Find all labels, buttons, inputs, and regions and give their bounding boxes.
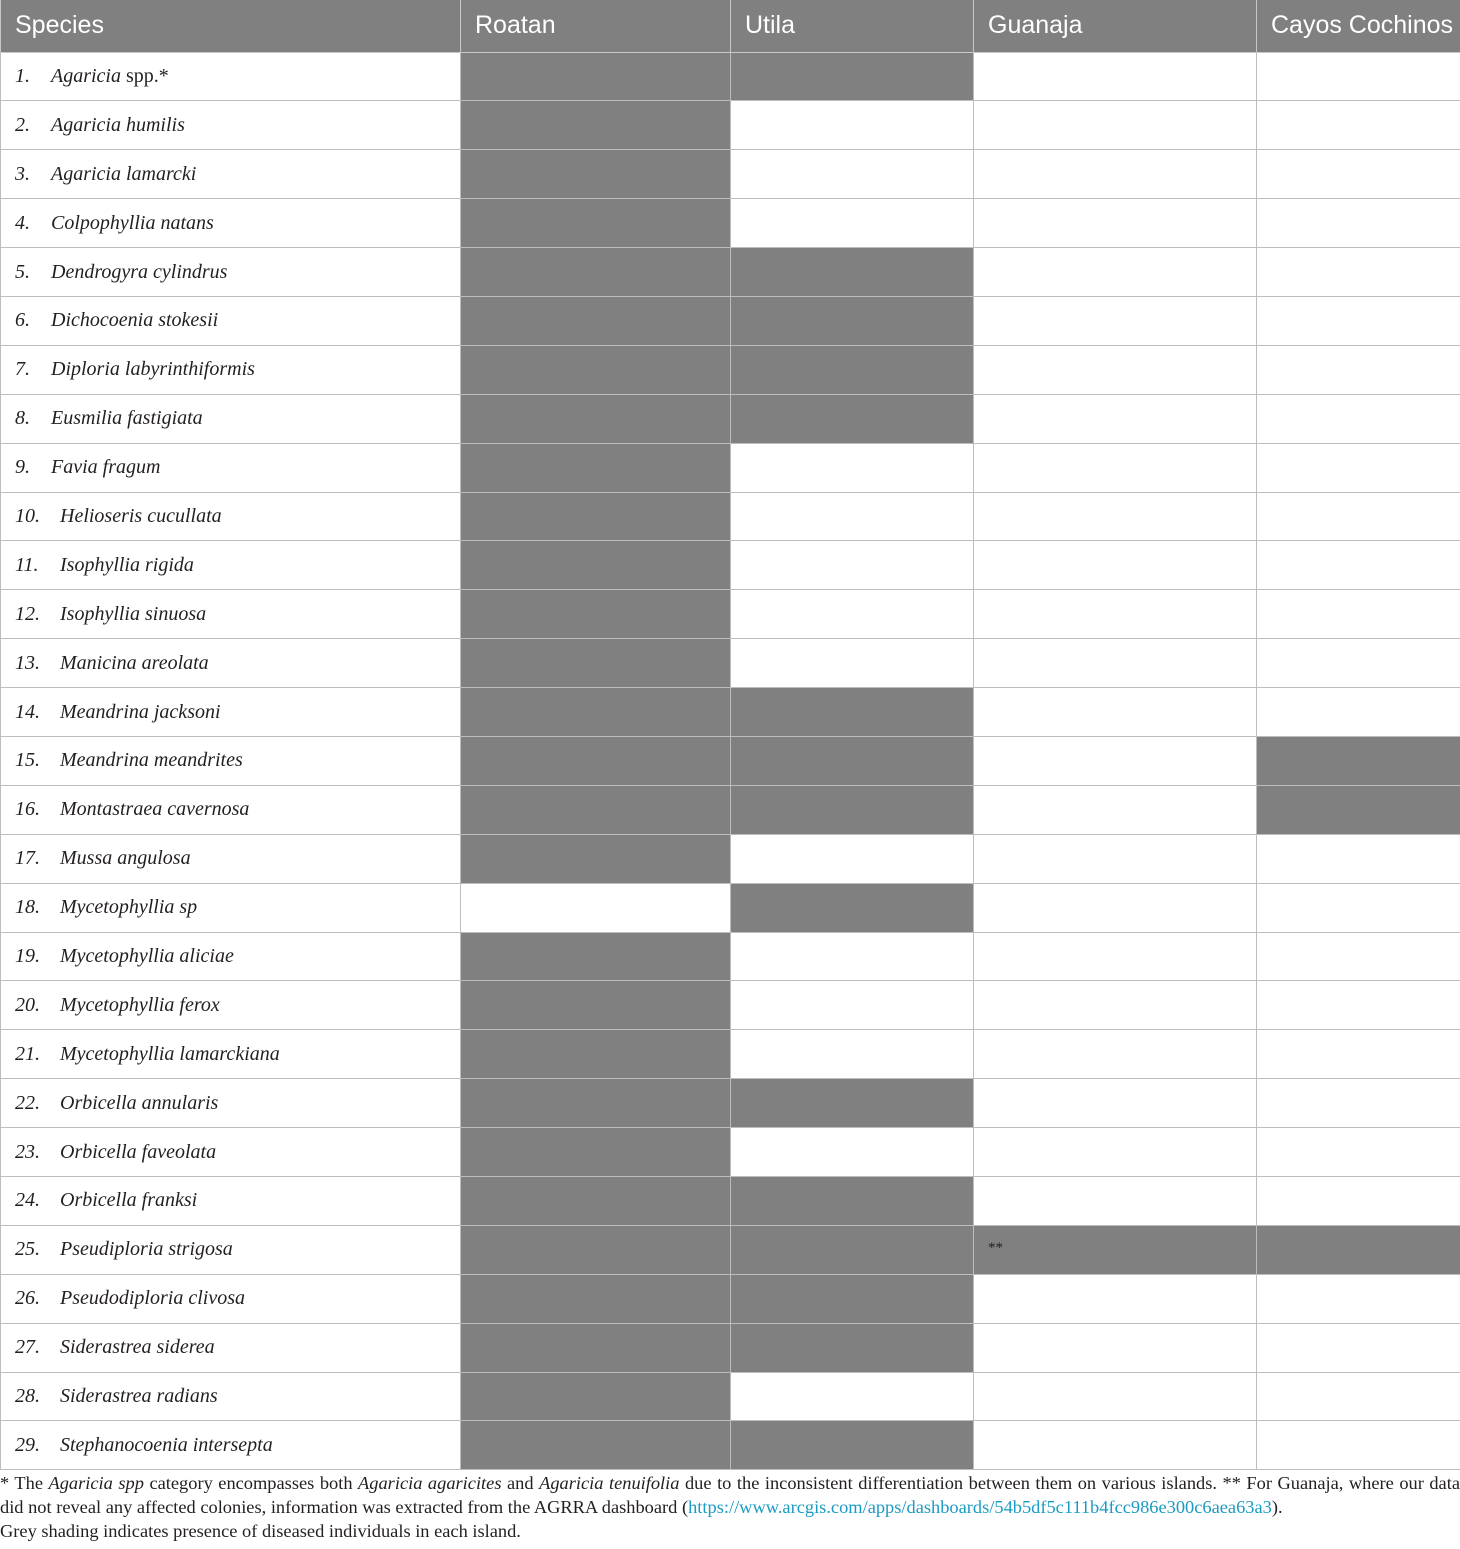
presence-cell-cayos-cochinos (1257, 1128, 1460, 1177)
presence-cell-guanaja (974, 639, 1257, 688)
presence-cell-cayos-cochinos (1257, 736, 1460, 785)
presence-cell-guanaja (974, 1030, 1257, 1079)
species-name: Siderastrea siderea (60, 1336, 215, 1359)
species-name: Pseudodiploria clivosa (60, 1287, 245, 1310)
presence-cell-cayos-cochinos (1257, 541, 1460, 590)
table-row (1, 1176, 1460, 1225)
species-cell (1, 834, 461, 883)
presence-cell-roatan (461, 52, 731, 101)
presence-cell-guanaja (974, 345, 1257, 394)
species-cell (1, 443, 461, 492)
species-name: Montastraea cavernosa (60, 798, 250, 821)
table-row (1, 639, 1460, 688)
table-row (1, 248, 1460, 297)
species-number: 20. (15, 993, 40, 1016)
presence-cell-guanaja (974, 1079, 1257, 1128)
presence-cell-roatan (461, 688, 731, 737)
footnote-italic: Agaricia spp (48, 1473, 144, 1493)
presence-cell-cayos-cochinos (1257, 248, 1460, 297)
presence-cell-utila (731, 1274, 974, 1323)
presence-cell-guanaja (974, 883, 1257, 932)
species-name: Agaricia lamarcki (51, 162, 197, 185)
presence-cell-guanaja (974, 248, 1257, 297)
header-species: Species (1, 0, 461, 52)
presence-cell-guanaja (974, 296, 1257, 345)
presence-cell-roatan (461, 1323, 731, 1372)
presence-cell-cayos-cochinos (1257, 345, 1460, 394)
presence-cell-utila (731, 443, 974, 492)
presence-cell-roatan (461, 883, 731, 932)
presence-cell-cayos-cochinos (1257, 296, 1460, 345)
species-number: 12. (15, 602, 40, 625)
presence-cell-guanaja (974, 492, 1257, 541)
species-number: 4. (15, 211, 30, 234)
presence-cell-cayos-cochinos (1257, 785, 1460, 834)
presence-cell-guanaja (974, 1225, 1257, 1274)
presence-cell-utila (731, 541, 974, 590)
header-guanaja: Guanaja (974, 0, 1257, 52)
presence-cell-cayos-cochinos (1257, 1372, 1460, 1421)
presence-cell-guanaja (974, 52, 1257, 101)
presence-cell-guanaja (974, 736, 1257, 785)
species-number: 22. (15, 1091, 40, 1114)
presence-cell-guanaja (974, 1176, 1257, 1225)
table-row (1, 1128, 1460, 1177)
species-name: Dendrogyra cylindrus (51, 260, 228, 283)
presence-cell-cayos-cochinos (1257, 1225, 1460, 1274)
species-cell (1, 541, 461, 590)
presence-cell-roatan (461, 296, 731, 345)
species-cell (1, 932, 461, 981)
presence-cell-guanaja (974, 981, 1257, 1030)
presence-cell-roatan (461, 932, 731, 981)
presence-cell-roatan (461, 1030, 731, 1079)
table-footnote (0, 1471, 1460, 1543)
agrra-dashboard-link[interactable]: https://www.arcgis.com/apps/dashboards/54b5df5c111b4fcc986e300c6aea63a3 (688, 1497, 1272, 1517)
table-row (1, 1225, 1460, 1274)
presence-cell-guanaja (974, 785, 1257, 834)
species-name: Diploria labyrinthiformis (51, 358, 255, 381)
species-number: 16. (15, 798, 40, 821)
species-number: 9. (15, 456, 30, 479)
table-row (1, 394, 1460, 443)
species-cell (1, 1274, 461, 1323)
species-name: Meandrina meandrites (60, 749, 243, 772)
table-row (1, 296, 1460, 345)
species-number: 23. (15, 1140, 40, 1163)
table-row (1, 590, 1460, 639)
species-name: Mycetophyllia lamarckiana (60, 1042, 280, 1065)
species-number: 28. (15, 1384, 40, 1407)
presence-cell-cayos-cochinos (1257, 1421, 1460, 1470)
footnote-text: category encompasses both (143, 1473, 359, 1493)
table-row (1, 883, 1460, 932)
species-cell (1, 981, 461, 1030)
presence-cell-roatan (461, 1079, 731, 1128)
species-cell (1, 785, 461, 834)
presence-cell-utila (731, 1323, 974, 1372)
species-number: 19. (15, 944, 40, 967)
presence-cell-cayos-cochinos (1257, 199, 1460, 248)
presence-cell-roatan (461, 639, 731, 688)
table-header-row (1, 0, 1460, 52)
table-row (1, 101, 1460, 150)
table-row (1, 52, 1460, 101)
species-name: Pseudiploria strigosa (60, 1238, 233, 1261)
presence-cell-roatan (461, 150, 731, 199)
presence-cell-cayos-cochinos (1257, 394, 1460, 443)
species-number: 25. (15, 1238, 40, 1261)
presence-cell-cayos-cochinos (1257, 834, 1460, 883)
species-number: 29. (15, 1433, 40, 1456)
presence-cell-utila (731, 590, 974, 639)
species-number: 11. (15, 553, 39, 576)
table-row (1, 785, 1460, 834)
presence-cell-cayos-cochinos (1257, 1079, 1460, 1128)
presence-cell-utila (731, 248, 974, 297)
footnote-italic: Agaricia tenuifolia (539, 1473, 680, 1493)
footnote-text: * The (0, 1473, 49, 1493)
species-name: Mussa angulosa (60, 847, 191, 870)
species-cell (1, 1225, 461, 1274)
table-row (1, 150, 1460, 199)
species-name: Favia fragum (51, 456, 161, 479)
presence-cell-roatan (461, 345, 731, 394)
species-name: Mycetophyllia ferox (60, 993, 220, 1016)
presence-cell-cayos-cochinos (1257, 52, 1460, 101)
species-number: 18. (15, 896, 40, 919)
presence-cell-cayos-cochinos (1257, 1176, 1460, 1225)
presence-cell-cayos-cochinos (1257, 1030, 1460, 1079)
species-name: Mycetophyllia sp (60, 896, 198, 919)
species-name: Orbicella faveolata (60, 1140, 217, 1163)
presence-cell-utila (731, 1372, 974, 1421)
species-cell (1, 1030, 461, 1079)
presence-cell-utila (731, 834, 974, 883)
table-row (1, 492, 1460, 541)
species-cell (1, 1176, 461, 1225)
species-cell (1, 1128, 461, 1177)
presence-cell-cayos-cochinos (1257, 590, 1460, 639)
presence-cell-utila (731, 345, 974, 394)
species-name: Agaricia (51, 64, 121, 87)
table-row (1, 736, 1460, 785)
species-number: 26. (15, 1287, 40, 1310)
presence-cell-roatan (461, 1128, 731, 1177)
species-number: 7. (15, 358, 30, 381)
species-number: 2. (15, 113, 30, 136)
header-cayos-cochinos: Cayos Cochinos (1257, 0, 1460, 52)
species-cell (1, 590, 461, 639)
species-cell (1, 688, 461, 737)
species-cell (1, 736, 461, 785)
table-row (1, 1274, 1460, 1323)
footnote-mark: ** (988, 1239, 1003, 1256)
presence-cell-utila (731, 394, 974, 443)
presence-cell-utila (731, 52, 974, 101)
presence-cell-roatan (461, 1274, 731, 1323)
presence-cell-guanaja (974, 150, 1257, 199)
presence-cell-cayos-cochinos (1257, 1274, 1460, 1323)
species-number: 10. (15, 504, 40, 527)
species-number: 17. (15, 847, 40, 870)
presence-cell-utila (731, 688, 974, 737)
presence-cell-roatan (461, 248, 731, 297)
species-name: Colpophyllia natans (51, 211, 214, 234)
presence-cell-roatan (461, 785, 731, 834)
species-name: Meandrina jacksoni (60, 700, 221, 723)
presence-cell-cayos-cochinos (1257, 932, 1460, 981)
species-name: Orbicella franksi (60, 1189, 198, 1212)
presence-cell-roatan (461, 541, 731, 590)
species-name: Stephanocoenia intersepta (60, 1433, 273, 1456)
species-number: 13. (15, 651, 40, 674)
species-cell (1, 150, 461, 199)
presence-cell-guanaja (974, 590, 1257, 639)
species-number: 1. (15, 64, 30, 87)
species-cell (1, 199, 461, 248)
presence-cell-roatan (461, 981, 731, 1030)
presence-cell-guanaja (974, 688, 1257, 737)
presence-cell-cayos-cochinos (1257, 101, 1460, 150)
table-row (1, 541, 1460, 590)
species-cell (1, 101, 461, 150)
species-name: Mycetophyllia aliciae (60, 944, 234, 967)
table-row (1, 199, 1460, 248)
presence-cell-utila (731, 883, 974, 932)
table-row (1, 443, 1460, 492)
table-row (1, 834, 1460, 883)
presence-cell-utila (731, 150, 974, 199)
presence-cell-roatan (461, 590, 731, 639)
presence-cell-roatan (461, 1421, 731, 1470)
presence-cell-roatan (461, 443, 731, 492)
presence-cell-guanaja (974, 1421, 1257, 1470)
presence-cell-utila (731, 785, 974, 834)
species-number: 15. (15, 749, 40, 772)
species-number: 21. (15, 1042, 40, 1065)
table-body (1, 52, 1460, 1470)
presence-cell-cayos-cochinos (1257, 1323, 1460, 1372)
species-cell (1, 394, 461, 443)
species-cell (1, 1372, 461, 1421)
table-row (1, 345, 1460, 394)
presence-cell-utila (731, 932, 974, 981)
species-cell (1, 1079, 461, 1128)
table-row (1, 1323, 1460, 1372)
footnote-text: ). (1271, 1497, 1283, 1517)
presence-cell-guanaja (974, 541, 1257, 590)
species-name: Orbicella annularis (60, 1091, 219, 1114)
header-roatan: Roatan (461, 0, 731, 52)
presence-cell-utila (731, 981, 974, 1030)
presence-cell-guanaja (974, 443, 1257, 492)
table-row (1, 688, 1460, 737)
presence-cell-utila (731, 1079, 974, 1128)
species-cell (1, 248, 461, 297)
presence-cell-utila (731, 639, 974, 688)
presence-cell-roatan (461, 1372, 731, 1421)
species-number: 3. (15, 162, 30, 185)
species-name: Eusmilia fastigiata (51, 407, 203, 430)
presence-cell-guanaja (974, 394, 1257, 443)
presence-cell-utila (731, 296, 974, 345)
species-number: 8. (15, 407, 30, 430)
species-cell (1, 52, 461, 101)
presence-cell-roatan (461, 199, 731, 248)
presence-cell-guanaja (974, 199, 1257, 248)
presence-cell-cayos-cochinos (1257, 492, 1460, 541)
presence-cell-guanaja (974, 1372, 1257, 1421)
presence-cell-cayos-cochinos (1257, 688, 1460, 737)
species-name: Helioseris cucullata (60, 504, 222, 527)
footnote-italic: Agaricia agaricites (358, 1473, 502, 1493)
header-utila: Utila (731, 0, 974, 52)
presence-cell-utila (731, 736, 974, 785)
species-cell (1, 1323, 461, 1372)
presence-cell-cayos-cochinos (1257, 981, 1460, 1030)
presence-cell-roatan (461, 101, 731, 150)
species-name-suffix: spp.* (121, 64, 169, 87)
species-cell (1, 883, 461, 932)
presence-cell-utila (731, 1128, 974, 1177)
presence-cell-roatan (461, 492, 731, 541)
species-name: Manicina areolata (60, 651, 209, 674)
presence-cell-cayos-cochinos (1257, 443, 1460, 492)
presence-cell-utila (731, 1030, 974, 1079)
presence-cell-roatan (461, 1225, 731, 1274)
table-row (1, 1079, 1460, 1128)
table-row (1, 1421, 1460, 1470)
species-name: Isophyllia sinuosa (60, 602, 207, 625)
presence-cell-roatan (461, 736, 731, 785)
table-row (1, 1030, 1460, 1079)
table-row (1, 1372, 1460, 1421)
presence-cell-utila (731, 101, 974, 150)
presence-cell-roatan (461, 1176, 731, 1225)
species-number: 24. (15, 1189, 40, 1212)
presence-cell-guanaja (974, 834, 1257, 883)
presence-cell-utila (731, 492, 974, 541)
presence-cell-utila (731, 1421, 974, 1470)
presence-cell-cayos-cochinos (1257, 883, 1460, 932)
footnote-text: and (501, 1473, 540, 1493)
footnote-paragraph (0, 1471, 1460, 1519)
presence-cell-roatan (461, 394, 731, 443)
table-row (1, 932, 1460, 981)
species-number: 14. (15, 700, 40, 723)
presence-cell-roatan (461, 834, 731, 883)
species-name: Agaricia humilis (51, 113, 185, 136)
species-number: 5. (15, 260, 30, 283)
presence-cell-guanaja (974, 1323, 1257, 1372)
species-name: Isophyllia rigida (60, 553, 194, 576)
presence-cell-guanaja (974, 932, 1257, 981)
species-cell (1, 296, 461, 345)
species-number: 6. (15, 309, 30, 332)
species-name: Dichocoenia stokesii (51, 309, 219, 332)
species-name: Siderastrea radians (60, 1384, 218, 1407)
presence-cell-utila (731, 1225, 974, 1274)
presence-cell-utila (731, 1176, 974, 1225)
species-number: 27. (15, 1336, 40, 1359)
table-row (1, 981, 1460, 1030)
presence-cell-cayos-cochinos (1257, 639, 1460, 688)
shading-note: Grey shading indicates presence of diseased individuals in each island. (0, 1521, 521, 1541)
species-cell (1, 639, 461, 688)
species-cell (1, 492, 461, 541)
presence-cell-guanaja (974, 1274, 1257, 1323)
species-cell (1, 1421, 461, 1470)
presence-cell-cayos-cochinos (1257, 150, 1460, 199)
presence-cell-guanaja (974, 1128, 1257, 1177)
species-cell (1, 345, 461, 394)
presence-cell-utila (731, 199, 974, 248)
presence-cell-guanaja (974, 101, 1257, 150)
footnote-text: due to the inconsistent differentiation between them on various islands. ** For Guanaja, where our data did not reveal any affected colonies, information was extracted from the AGRRA dashboard ( (0, 1473, 1460, 1517)
